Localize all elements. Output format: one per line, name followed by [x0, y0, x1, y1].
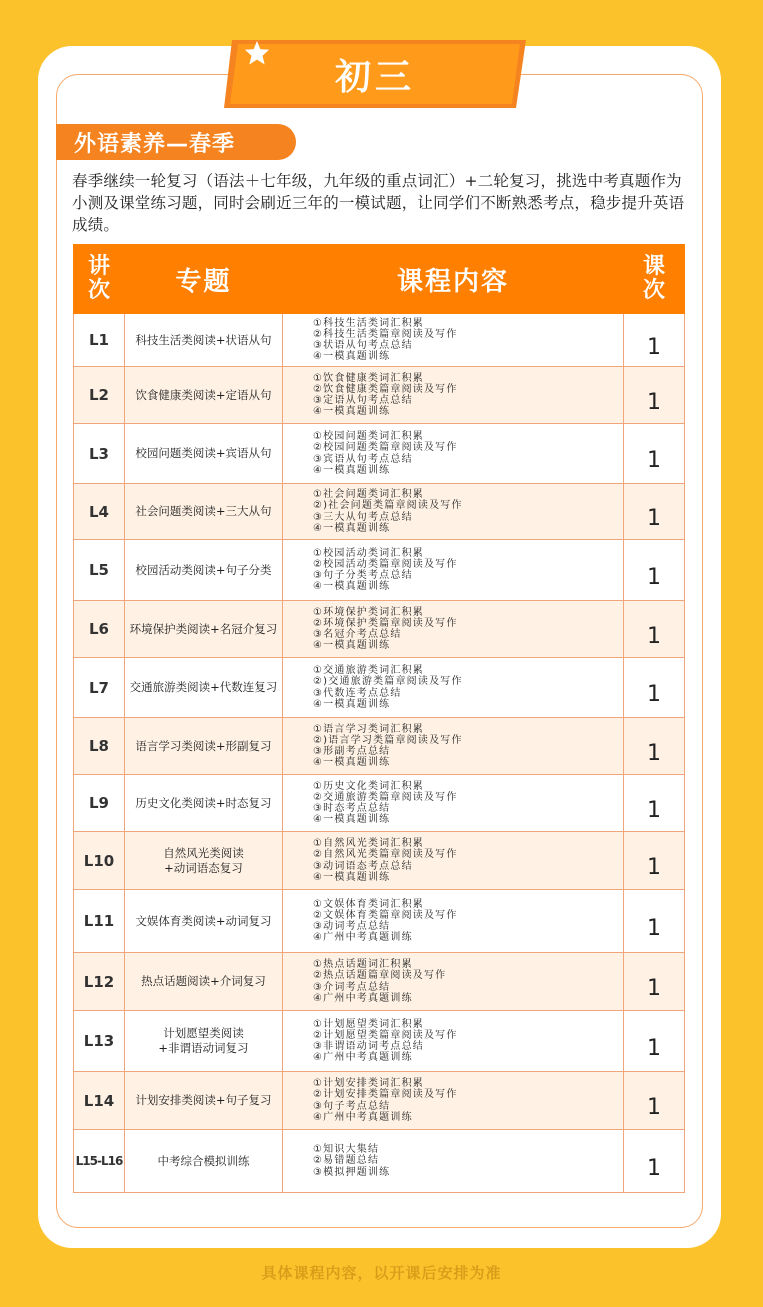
header-content: 课程内容 — [283, 245, 624, 314]
content-line: ①计划愿望类词汇积累 — [313, 1018, 424, 1030]
content-cell — [283, 1011, 624, 1072]
content-cell — [283, 601, 624, 658]
content-cell — [283, 832, 624, 890]
content-line: ②饮食健康类篇章阅读及写作 — [313, 383, 458, 395]
topic-cell: 自然风光类阅读 +动词语态复习 — [125, 832, 283, 890]
topic-cell: 校园活动类阅读+句子分类 — [125, 540, 283, 601]
lecture-cell: L8 — [74, 718, 125, 775]
content-line: ②计划安排类篇章阅读及写作 — [313, 1089, 458, 1101]
count-cell: 1 — [624, 484, 685, 540]
table-row — [74, 1072, 685, 1130]
content-cell — [283, 775, 624, 832]
content-cell — [283, 1072, 624, 1130]
count-cell: 1 — [624, 718, 685, 775]
lecture-cell: L10 — [74, 832, 125, 890]
count-cell: 1 — [624, 540, 685, 601]
count-cell: 1 — [624, 424, 685, 484]
topic-cell: 社会问题类阅读+三大从句 — [125, 484, 283, 540]
content-line: ①计划安排类词汇积累 — [313, 1078, 424, 1090]
count-cell: 1 — [624, 953, 685, 1011]
content-line: ①语言学习类词汇积累 — [313, 723, 424, 735]
content-cell — [283, 718, 624, 775]
content-line: ④一模真题训练 — [313, 406, 391, 418]
content-line: ①环境保护类词汇积累 — [313, 606, 424, 618]
content-line: ③动词语态考点总结 — [313, 860, 413, 872]
content-cell — [283, 484, 624, 540]
table-row — [74, 314, 685, 367]
lecture-cell: L11 — [74, 890, 125, 953]
topic-cell: 校园问题类阅读+宾语从句 — [125, 424, 283, 484]
content-line: ④广州中考真题训练 — [313, 992, 413, 1004]
content-line: ④一模真题训练 — [313, 351, 391, 363]
content-line: ①饮食健康类词汇积累 — [313, 372, 424, 384]
content-line: ②热点话题篇章阅读及写作 — [313, 970, 447, 982]
topic-cell: 计划安排类阅读+句子复习 — [125, 1072, 283, 1130]
content-cell — [283, 1130, 624, 1193]
content-line: ②校园问题类篇章阅读及写作 — [313, 442, 458, 454]
lecture-cell: L15-L16 — [74, 1130, 125, 1193]
content-line: ③非谓语动词考点总结 — [313, 1041, 424, 1052]
table-row — [74, 718, 685, 775]
section-title: 外语素养—春季 — [56, 124, 296, 160]
topic-cell: 环境保护类阅读+名冠介复习 — [125, 601, 283, 658]
table-header-row — [74, 245, 685, 314]
topic-cell: 科技生活类阅读+状语从句 — [125, 314, 283, 367]
content-line: ④一模真题训练 — [313, 698, 391, 710]
content-cell — [283, 953, 624, 1011]
content-line: ③状语从句考点总结 — [313, 340, 413, 351]
lecture-cell: L2 — [74, 367, 125, 424]
lecture-cell: L4 — [74, 484, 125, 540]
lecture-cell: L3 — [74, 424, 125, 484]
lecture-cell: L6 — [74, 601, 125, 658]
content-line: ③句子考点总结 — [313, 1100, 391, 1112]
content-line: ③名冠介考点总结 — [313, 629, 402, 640]
star-icon — [244, 40, 270, 66]
content-line: ④一模真题训练 — [313, 581, 391, 593]
content-line: ①校园活动类词汇积累 — [313, 547, 424, 559]
count-cell: 1 — [624, 367, 685, 424]
count-cell: 1 — [624, 832, 685, 890]
content-line: ③三大从句考点总结 — [313, 511, 413, 523]
content-line: ②文娱体育类篇章阅读及写作 — [313, 909, 458, 921]
table-row — [74, 1011, 685, 1072]
content-line: ③代数连考点总结 — [313, 687, 402, 699]
count-cell: 1 — [624, 314, 685, 367]
content-line: ②交通旅游类篇章阅读及写作 — [313, 791, 458, 803]
content-cell — [283, 658, 624, 718]
lecture-cell: L1 — [74, 314, 125, 367]
content-line: ①校园问题类词汇积累 — [313, 431, 424, 443]
content-cell — [283, 424, 624, 484]
footer-note: 具体课程内容，以开课后安排为准 — [261, 1264, 502, 1282]
content-line: ④一模真题训练 — [313, 814, 391, 826]
content-line: ①历史文化类词汇积累 — [313, 780, 424, 792]
content-line: ④一模真题训练 — [313, 871, 391, 883]
header-topic: 专题 — [125, 245, 283, 314]
topic-cell: 交通旅游类阅读+代数连复习 — [125, 658, 283, 718]
table-row — [74, 424, 685, 484]
content-line: ②)交通旅游类篇章阅读及写作 — [313, 676, 463, 688]
table-row — [74, 367, 685, 424]
lecture-cell: L13 — [74, 1011, 125, 1072]
content-cell — [283, 890, 624, 953]
count-cell: 1 — [624, 658, 685, 718]
topic-cell: 中考综合模拟训练 — [125, 1130, 283, 1193]
content-line: ③时态考点总结 — [313, 803, 391, 814]
lecture-cell: L12 — [74, 953, 125, 1011]
table-row — [74, 540, 685, 601]
content-line: ①知识大集结 — [313, 1144, 380, 1156]
lecture-cell: L5 — [74, 540, 125, 601]
content-line: ③定语从句考点总结 — [313, 395, 413, 406]
content-line: ④广州中考真题训练 — [313, 932, 413, 944]
content-line: ④广州中考真题训练 — [313, 1111, 413, 1123]
course-table — [73, 244, 685, 1193]
content-line: ④一模真题训练 — [313, 464, 391, 476]
content-line: ②校园活动类篇章阅读及写作 — [313, 558, 458, 570]
table-row — [74, 953, 685, 1011]
content-line: ④一模真题训练 — [313, 522, 391, 534]
content-line: ①社会问题类词汇积累 — [313, 489, 424, 501]
table-row — [74, 484, 685, 540]
content-line: ①自然风光类词汇积累 — [313, 838, 424, 850]
content-line: ①热点话题词汇积累 — [313, 959, 413, 971]
content-line: ②科技生活类篇章阅读及写作 — [313, 328, 458, 340]
count-cell: 1 — [624, 775, 685, 832]
content-line: ③模拟押题训练 — [313, 1166, 391, 1178]
content-line: ③动词考点总结 — [313, 921, 391, 932]
table-row — [74, 890, 685, 953]
content-line: ①文娱体育类词汇积累 — [313, 898, 424, 910]
topic-cell: 文娱体育类阅读+动词复习 — [125, 890, 283, 953]
topic-cell: 计划愿望类阅读 +非谓语动词复习 — [125, 1011, 283, 1072]
header-count: 课 次 — [624, 245, 685, 314]
lecture-cell: L9 — [74, 775, 125, 832]
content-line: ①科技生活类词汇积累 — [313, 317, 424, 329]
content-line: ②易错题总结 — [313, 1155, 380, 1167]
content-line: ④一模真题训练 — [313, 757, 391, 769]
lecture-cell: L7 — [74, 658, 125, 718]
table-row — [74, 601, 685, 658]
content-line: ①交通旅游类词汇积累 — [313, 665, 424, 677]
table-row — [74, 775, 685, 832]
content-line: ③宾语从句考点总结 — [313, 453, 413, 465]
count-cell: 1 — [624, 1072, 685, 1130]
topic-cell: 热点话题阅读+介词复习 — [125, 953, 283, 1011]
topic-cell: 历史文化类阅读+时态复习 — [125, 775, 283, 832]
content-line: ③介词考点总结 — [313, 981, 391, 993]
table-row — [74, 1130, 685, 1193]
content-cell — [283, 540, 624, 601]
content-line: ④广州中考真题训练 — [313, 1052, 413, 1064]
topic-cell: 饮食健康类阅读+定语从句 — [125, 367, 283, 424]
content-line: ②环境保护类篇章阅读及写作 — [313, 617, 458, 629]
lecture-cell: L14 — [74, 1072, 125, 1130]
content-cell — [283, 367, 624, 424]
topic-cell: 语言学习类阅读+形副复习 — [125, 718, 283, 775]
table-row — [74, 658, 685, 718]
content-line: ③句子分类考点总结 — [313, 570, 413, 581]
content-cell — [283, 314, 624, 367]
content-line: ②自然风光类篇章阅读及写作 — [313, 849, 458, 861]
count-cell: 1 — [624, 890, 685, 953]
header-lecture: 讲 次 — [74, 245, 125, 314]
content-line: ②计划愿望类篇章阅读及写作 — [313, 1029, 458, 1041]
table-row — [74, 832, 685, 890]
count-cell: 1 — [624, 1011, 685, 1072]
content-line: ②)语言学习类篇章阅读及写作 — [313, 734, 463, 746]
content-line: ④一模真题训练 — [313, 640, 391, 652]
grade-badge — [224, 40, 526, 108]
content-line: ②)社会问题类篇章阅读及写作 — [313, 500, 463, 512]
count-cell: 1 — [624, 601, 685, 658]
content-line: ③形副考点总结 — [313, 746, 391, 757]
grade-title: 初三 — [334, 56, 415, 98]
count-cell: 1 — [624, 1130, 685, 1193]
intro-text: 春季继续一轮复习（语法＋七年级，九年级的重点词汇）+二轮复习，挑选中考真题作为小测及课堂练习题，同时会刷近三年的一模试题，让同学们不断熟悉考点，稳步提升英语成绩。 — [72, 172, 685, 234]
